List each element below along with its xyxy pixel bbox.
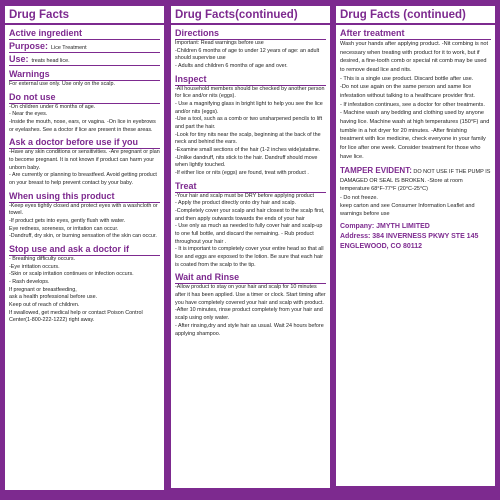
purpose-value: Lice Treatment [51, 45, 87, 51]
after-treatment-heading: After treatment [340, 28, 491, 40]
do-not-use-line: - Near the eyes. [9, 111, 48, 118]
treat-line: - Apply the product directly onto dry hair and scalp. [175, 200, 297, 207]
stop-use-line: ask a health professional before use. [9, 294, 98, 301]
company-name: Company: JMYTH LIMITED [340, 223, 430, 231]
stop-use-line: - Breathing difficulty occurs. [9, 256, 76, 263]
panel-title: Drug Facts(continued) [171, 6, 330, 25]
when-using-line: -Dandruff, dry skin, or burning sensation of the skin can occur. [9, 233, 157, 240]
active-ingredient-heading: Active ingredient [9, 28, 160, 40]
after-treatment-line: - Machine wash any bedding and clothing used by anyone having lice. Machine wash at high temperatures (150°F) and tumble in a hot dryer for 20 minutes. -After finishing treatment with lice medicine, check everyone in your family for lice after one week. Consider treatment for those who have lice. [340, 110, 490, 160]
wait-rinse-line: -Allow product to stay on your hair and scalp for 10 minutes after it has been applied. Use a timer or clock. Start timing after you have completely covered your hair and scalp with product. [175, 284, 326, 306]
inspect-heading: Inspect [175, 74, 326, 86]
purpose-row [9, 40, 160, 53]
inspect-line: -Examine small sections of the hair (1-2 inches wide)atatime. [175, 147, 321, 154]
tamper-evident-label: TAMPER EVIDENT: [340, 166, 412, 176]
do-not-use-line: -Inside the mouth, nose, ears, or vagina. -On lice in eyebrows or eyelashes. See a doctor if lice are present in these areas. [9, 119, 156, 133]
warnings-heading: Warnings [9, 69, 160, 81]
inspect-line: -Look for tiny nits near the scalp, beginning at the back of the neck and behind the ears. [175, 131, 321, 146]
treat-line: - It is important to completely cover your entire head so that all lice and eggs are exposed to the lotion. Be sure that each hair is coated from the scalp to the tip. [175, 246, 324, 268]
use-value: treats head lice. [31, 58, 70, 64]
when-using-line: Eye redness, soreness, or irritation can occur. [9, 225, 119, 232]
after-treatment-line: - This is a single use product. Discard bottle after use. [340, 75, 474, 82]
inspect-line: -Unlike dandruff, nits stick to the hair. Dandruff should move when lightly touched. [175, 154, 318, 169]
panel-title: Drug Facts [5, 6, 164, 25]
stop-use-line: -Eye irritation occurs. [9, 263, 60, 270]
warnings-text: For external use only. Use only on the scalp. [9, 81, 115, 87]
drug-facts-panel-3 [336, 6, 495, 486]
do-not-use-line: -On children under 6 months of age. [9, 103, 96, 110]
when-using-heading: When using this product [9, 191, 160, 203]
stop-use-heading: Stop use and ask a doctor if [9, 244, 160, 256]
stop-use-line: Keep out of reach of children. [9, 302, 80, 309]
wait-rinse-heading: Wait and Rinse [175, 272, 326, 284]
directions-line: -Children 6 months of age to under 12 years of age: an adult should supervise use [175, 47, 320, 62]
storage-line: - Do not freeze. [340, 194, 378, 201]
directions-heading: Directions [175, 28, 326, 40]
company-block [340, 222, 491, 251]
drug-facts-panel-1 [5, 6, 164, 490]
panel-title: Drug Facts (continued) [336, 6, 495, 25]
after-treatment-line: -Do not use again on the same person and same lice infestation without talking to a healthcare provider first. [340, 84, 475, 99]
stop-use-line: If swallowed, get medical help or contact Poison Control Center(1-800-222-1222) right away. [9, 309, 143, 324]
inspect-line: -If either lice or nits (eggs) are found, treat with product . [175, 170, 309, 177]
wait-rinse-line: -After 10 minutes, rinse product completely from your hair and scalp using only water. [175, 307, 323, 322]
when-using-line: -Keep eyes tightly closed and protect eyes with a washcloth or towel. [9, 202, 158, 217]
tamper-evident-block [340, 165, 491, 218]
stop-use-line: If pregnant or breastfeeding, [9, 286, 77, 293]
stop-use-line: -Skin or scalp irritation continues or infection occurs. [9, 271, 134, 278]
drug-facts-panel-2 [171, 6, 330, 488]
ask-doctor-heading: Ask a doctor before use if you [9, 137, 160, 149]
company-city: ENGLEWOOD, CO 80112 [340, 243, 423, 251]
when-using-line: -If product gets into eyes, gently flush with water. [9, 218, 126, 225]
directions-line: - Adults and children 6 months of age and over. [175, 63, 288, 70]
storage-line: keep carton and see Consumer Information Leaflet and warnings before use [340, 202, 475, 218]
after-treatment-line: - If infestation continues, see a doctor for other treatments. [340, 101, 485, 108]
treat-line: -Completely cover your scalp and hair closest to the scalp first, and then apply outwards towards the ends of your hair [175, 208, 325, 222]
ask-doctor-line: -Have any skin conditions or sensitivities. -Are pregnant or plan to become pregnant. It is not known if product can harm your unborn baby. [9, 149, 160, 171]
use-row [9, 53, 160, 66]
ask-doctor-line: - Are currently or planning to breastfeed. Avoid getting product on your breast to help prevent contact by your baby. [9, 172, 157, 187]
inspect-line: -Use a tool, such as a comb or two unsharpened pencils to lift and part the hair. [175, 116, 323, 131]
do-not-use-heading: Do not use [9, 92, 160, 104]
use-label: Use: [9, 54, 29, 64]
wait-rinse-line: - After rinsing,dry and style hair as usual. Wait 24 hours before applying shampoo. [175, 322, 324, 337]
purpose-label: Purpose: [9, 41, 49, 51]
inspect-line: - Use a magnifying glass in bright light to help you see the lice and/or nits (eggs). [175, 101, 323, 115]
treat-line: - Use only as much as needed to fully cover hair and scalp-up to one full bottle, and discard the remaining. - Rub product throughout your hair . [175, 223, 323, 245]
after-treatment-line: Wash your hands after applying product. -Nit combing is not necessary when treating with product for it to work, but if desired, a fine-tooth comb or special nit comb may be used to remove dead lice and nits. [340, 41, 489, 73]
directions-line: Important: Read warnings before use [175, 40, 264, 46]
company-address: Address: 384 INVERNESS PKWY STE 145 [340, 233, 479, 241]
treat-heading: Treat [175, 181, 326, 193]
stop-use-line: - Rash develops. [9, 279, 50, 286]
tamper-evident-text: DO NOT USE IF THE PUMP IS DAMAGED OR SEAL IS BROKEN. -Store at room temperature 68°F-77°F (20°C-25°C) [340, 169, 491, 193]
inspect-line: -All household members should be checked by another person for lice and/or nits (eggs). [175, 85, 325, 100]
treat-line: -Your hair and scalp must be DRY before applying product [175, 192, 314, 199]
